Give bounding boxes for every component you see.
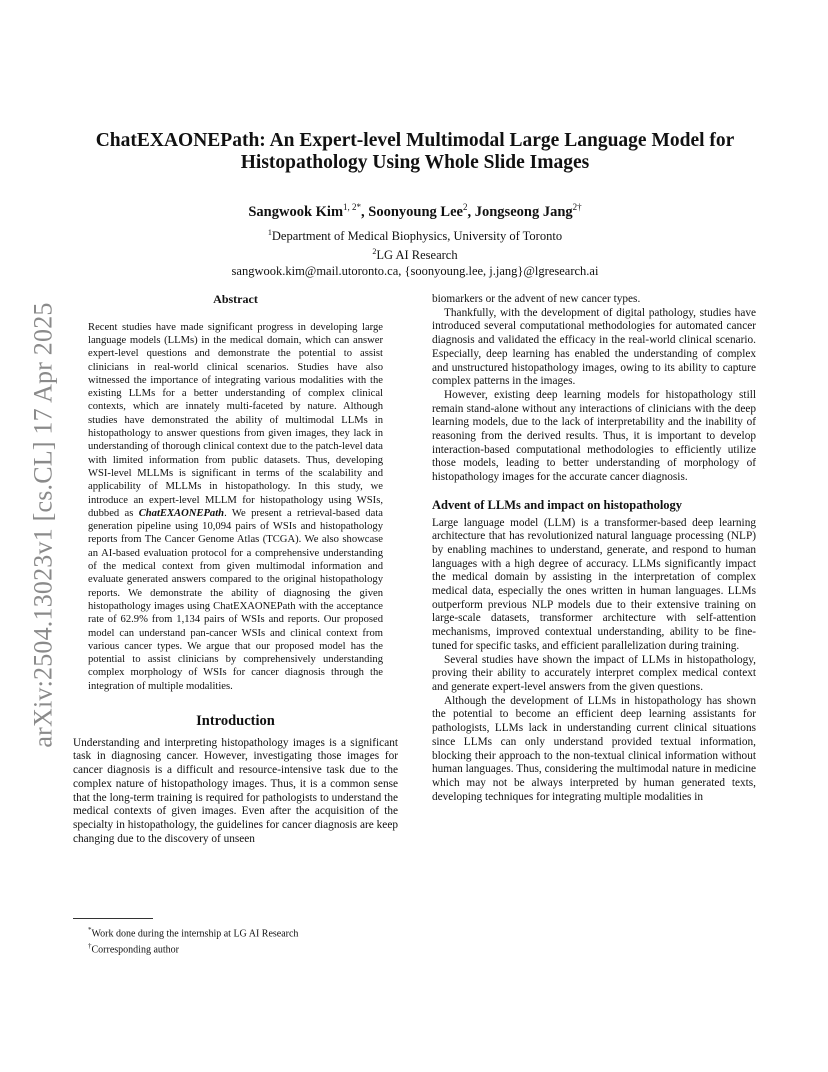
abstract-text-part-1: Recent studies have made significant progress in developing large language models (LLMs) in the medical domain, which can answer expert-level questions and demonstrate the potential to assist clinicians in real-world clinical scenarios. Studies have also witnessed the importance of integrating various modalities with the existing LLMs for a better understanding of complex clinical contexts, which are innately multi-faceted by nature. Although studies have demonstrated the ability of multimodal LLMs in histopathology to answer questions from given images, they lack in understanding of thorough clinical context due to the patch-level data with limited information from public datasets. Thus, developing WSI-level MLLMs is significant in terms of the scalability and applicability of MLLMs in histopathology. In this study, we introduce an expert-level MLLM for histopathology using WSIs, dubbed as <box>88 321 383 519</box>
footnote-marker: † <box>88 942 92 951</box>
footnotes <box>88 924 298 957</box>
paper-title-line-1: ChatEXAONEPath: An Expert-level Multimodal Large Language Model for <box>95 130 735 151</box>
body-paragraph: Several studies have shown the impact of LLMs in histopathology, proving their ability to accurately interpret complex medical context and generate expert-level answers from the given questions. <box>432 653 756 693</box>
affiliation-marker: 1 <box>267 227 272 237</box>
body-paragraph: Thankfully, with the development of digital pathology, studies have introduced several computational methodologies for automated cancer diagnosis and validated the efficacy in the real-world clinical scenario. Especially, deep learning has enabled the understanding of complex and unstructured histopathology images, owing to its ability to capture complex patterns in the images. <box>432 306 756 388</box>
affiliation-1 <box>70 225 760 245</box>
body-paragraph: Although the development of LLMs in histopathology has shown the potential to become an efficient deep learning assistants for pathologists, LLMs lack in understanding current clinical situations since LLMs can only understand provided textual information, blocking their approach to the non-textual clinical information without human languages. Thus, considering the multimodal nature in medicine which may not be always interpreted by human generated texts, developing techniques for integrating multiple modalities in <box>432 694 756 803</box>
footnote-2 <box>88 940 298 956</box>
affiliation-text: LG AI Research <box>376 248 458 263</box>
author-list: Sangwook Kim$^{1, 2*}$, Soonyoung Lee$^2$, Jongseong Jang$^{2\dagger}$ <box>248 202 582 220</box>
arxiv-identifier-stamp <box>22 290 66 760</box>
introduction-heading: Introduction <box>196 713 275 730</box>
abstract-body <box>73 321 398 693</box>
author-name: Jongseong Jang <box>474 203 573 220</box>
right-column <box>432 293 756 804</box>
author-emails: sangwook.kim@mail.utoronto.ca, {soonyoung.lee, j.jang}@lgresearch.ai <box>231 264 599 279</box>
model-name-emphasis: ChatEXAONEPath <box>138 507 225 519</box>
affiliation-2 <box>70 244 760 264</box>
paper-title-line-2: Histopathology Using Whole Slide Images <box>240 152 590 173</box>
affiliation-marker: 2 <box>372 247 377 257</box>
paper-title <box>70 130 760 174</box>
continued-paragraph: biomarkers or the advent of new cancer types. <box>432 293 641 305</box>
footnote-1 <box>88 924 298 940</box>
footnote-text: Corresponding author <box>91 944 179 956</box>
affiliation-text: Department of Medical Biophysics, University of Toronto <box>271 228 563 243</box>
author-marker: 2 <box>462 202 468 212</box>
abstract-text-part-2: . We present a retrieval-based data generation pipeline using 10,094 pairs of WSIs and histopathology reports from The Cancer Genome Atlas (TCGA). We also showcase an AI-based evaluation protocol for a comprehensive understanding of the medical context from given multimodal information and evaluate generated answers compared to the original histopathology reports. We demonstrate the ability of diagnosing the given histopathology images using ChatEXAONEPath with the acceptance rate of 62.9% from 1,134 pairs of WSIs and reports. Our proposed model can understand pan-cancer WSIs and clinical context from various cancer types. We argue that our proposed model has the potential to assist clinicians by comprehensively understanding complex morphology of WSIs for cancer diagnosis through the integration of multiple modalities. <box>88 507 383 692</box>
body-paragraph: Large language model (LLM) is a transformer-based deep learning architecture that has revolutionized natural language processing (NLP) by enabling machines to understand, generate, and respond to human languages with a high degree of accuracy. LLMs significantly impact the medical domain by assisting in the interpretation of complex medical data, especially the ones written in human languages. LLMs outperform previous NLP models due to their extensive training on large-scale datasets, transformer architecture with self-attention mechanisms, improved contextual understanding, ability to be fine-tuned for specific tasks, and efficient parallelization during training. <box>432 516 756 652</box>
body-paragraph: However, existing deep learning models for histopathology still remain stand-alone without any interactions of clinicians with the deep learning models, due to the lack of interpretability and the inability of reasoning from the derived results. Thus, it is important to develop interaction-based computational methodologies to efficiently utilize those models, leading to better understanding of morphology of histopathology images for the accurate cancer diagnosis. <box>432 388 756 484</box>
left-column <box>73 293 398 846</box>
paper-header <box>70 130 760 280</box>
abstract-heading: Abstract <box>213 292 258 306</box>
affiliation-list <box>70 225 760 280</box>
arxiv-identifier-text: arXiv:2504.13023v1 [cs.CL] 17 Apr 2025 <box>29 302 59 748</box>
introduction-paragraph: Understanding and interpreting histopathology images is a significant task in diagnosing cancer. However, investigating those images for cancer diagnosis is a difficult and resource-intensive task due to the complex nature of histopathology images. Thus, it is a common sense that the long-term training is required for pathologists to understand the medical contexts of given images. Even after the acquisition of the specialty in histopathology, the guidelines for cancer diagnosis are keep changing due to the discovery of unseen <box>73 736 398 845</box>
author-name: Soonyoung Lee <box>368 203 463 220</box>
footnote-divider <box>73 918 153 919</box>
author-marker: 1, 2* <box>343 202 362 212</box>
author-name: Sangwook Kim <box>248 203 344 220</box>
llm-section-heading: Advent of LLMs and impact on histopathology <box>432 497 683 512</box>
footnote-text: Work done during the internship at LG AI Research <box>91 928 299 940</box>
author-marker: 2† <box>572 202 582 212</box>
footnote-marker: * <box>88 926 92 934</box>
